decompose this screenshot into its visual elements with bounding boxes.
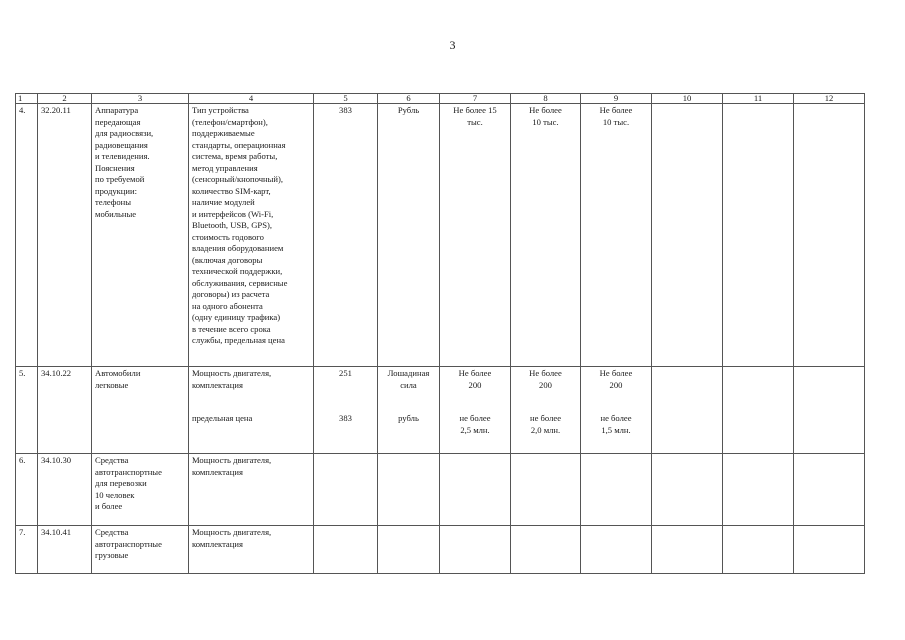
characteristic: Мощность двигателя, комплектация <box>189 526 314 574</box>
empty-cell <box>378 526 440 574</box>
header-row <box>16 94 865 104</box>
empty-cell <box>378 454 440 526</box>
product-name: Аппаратура передающая для радиосвязи, радиовещания и телевидения. Пояснения по требуемой продукции: телефоны мобильные <box>92 104 189 367</box>
col-header-2: 2 <box>38 94 92 104</box>
empty-cell <box>652 454 723 526</box>
value-col-8-price: не более 2,0 млн. <box>529 413 562 435</box>
empty-cell <box>581 454 652 526</box>
empty-cell <box>723 367 794 454</box>
value-col-9: Не более 200 <box>599 368 633 390</box>
value-col-8: Не более 200 <box>529 368 562 390</box>
okei-code-price: 383 <box>339 412 352 423</box>
empty-cell <box>723 104 794 367</box>
empty-cell <box>652 367 723 454</box>
col-header-11: 11 <box>723 94 794 104</box>
empty-cell <box>723 526 794 574</box>
value-col-7: Не более 15 тыс. <box>440 104 511 367</box>
characteristic: Мощность двигателя, комплектация <box>189 454 314 526</box>
value-col-8: Не более 10 тыс. <box>511 104 581 367</box>
row-number: 4. <box>16 104 38 367</box>
value-col-7-price: не более 2,5 млн. <box>459 413 491 435</box>
product-name: Автомобили легковые <box>92 367 189 454</box>
empty-cell <box>511 526 581 574</box>
empty-cell <box>511 454 581 526</box>
value-col-9-price: не более 1,5 млн. <box>600 413 632 435</box>
empty-cell <box>440 526 511 574</box>
unit-name: Лошадиная сила <box>387 368 430 390</box>
empty-cell <box>723 454 794 526</box>
okpd-code: 34.10.30 <box>38 454 92 526</box>
value-col-9: Не более 10 тыс. <box>581 104 652 367</box>
table-row <box>16 367 865 454</box>
unit-name-price: рубль <box>398 413 419 423</box>
characteristic: Тип устройства (телефон/смартфон), поддерживаемые стандарты, операционная система, время работы, метод управления (сенсорный/кнопочный), количество SIM-карт, наличие модулей и интерфейсов (Wi-Fi, Bluetooth, USB, GPS), стоимость годового владения оборудованием (включая договоры технической поддержки, обслуживания, сервисные договоры) из расчета на одного абонента (одну единицу трафика) в течение всего срока службы, предельная цена <box>189 104 314 367</box>
row-number: 5. <box>16 367 38 454</box>
col-header-9: 9 <box>581 94 652 104</box>
unit-name: Рубль <box>378 104 440 367</box>
product-name: Средства автотранспортные для перевозки 10 человек и более <box>92 454 189 526</box>
col-header-1: 1 <box>16 94 38 104</box>
col-header-12: 12 <box>794 94 865 104</box>
col-header-5: 5 <box>314 94 378 104</box>
row-number: 7. <box>16 526 38 574</box>
product-name: Средства автотранспортные грузовые <box>92 526 189 574</box>
col-header-10: 10 <box>652 94 723 104</box>
value-col-7: Не более 200 <box>458 368 492 390</box>
okpd-code: 34.10.41 <box>38 526 92 574</box>
row-number: 6. <box>16 454 38 526</box>
table-row <box>16 454 865 526</box>
okpd-code: 34.10.22 <box>38 367 92 454</box>
characteristic-price: предельная цена <box>192 413 253 423</box>
empty-cell <box>794 104 865 367</box>
empty-cell <box>652 526 723 574</box>
page-number: 3 <box>449 38 456 52</box>
empty-cell <box>581 526 652 574</box>
empty-cell <box>314 526 378 574</box>
empty-cell <box>794 454 865 526</box>
empty-cell <box>794 526 865 574</box>
okei-code: 383 <box>314 104 378 367</box>
col-header-4: 4 <box>189 94 314 104</box>
table-row <box>16 104 865 367</box>
empty-cell <box>794 367 865 454</box>
col-header-8: 8 <box>511 94 581 104</box>
col-header-7: 7 <box>440 94 511 104</box>
col-header-6: 6 <box>378 94 440 104</box>
requirements-table <box>15 93 865 574</box>
empty-cell <box>440 454 511 526</box>
empty-cell <box>314 454 378 526</box>
okei-code: 251 <box>339 368 352 378</box>
okpd-code: 32.20.11 <box>38 104 92 367</box>
empty-cell <box>652 104 723 367</box>
col-header-3: 3 <box>92 94 189 104</box>
table-row <box>16 526 865 574</box>
characteristic: Мощность двигателя, комплектация <box>192 368 272 390</box>
